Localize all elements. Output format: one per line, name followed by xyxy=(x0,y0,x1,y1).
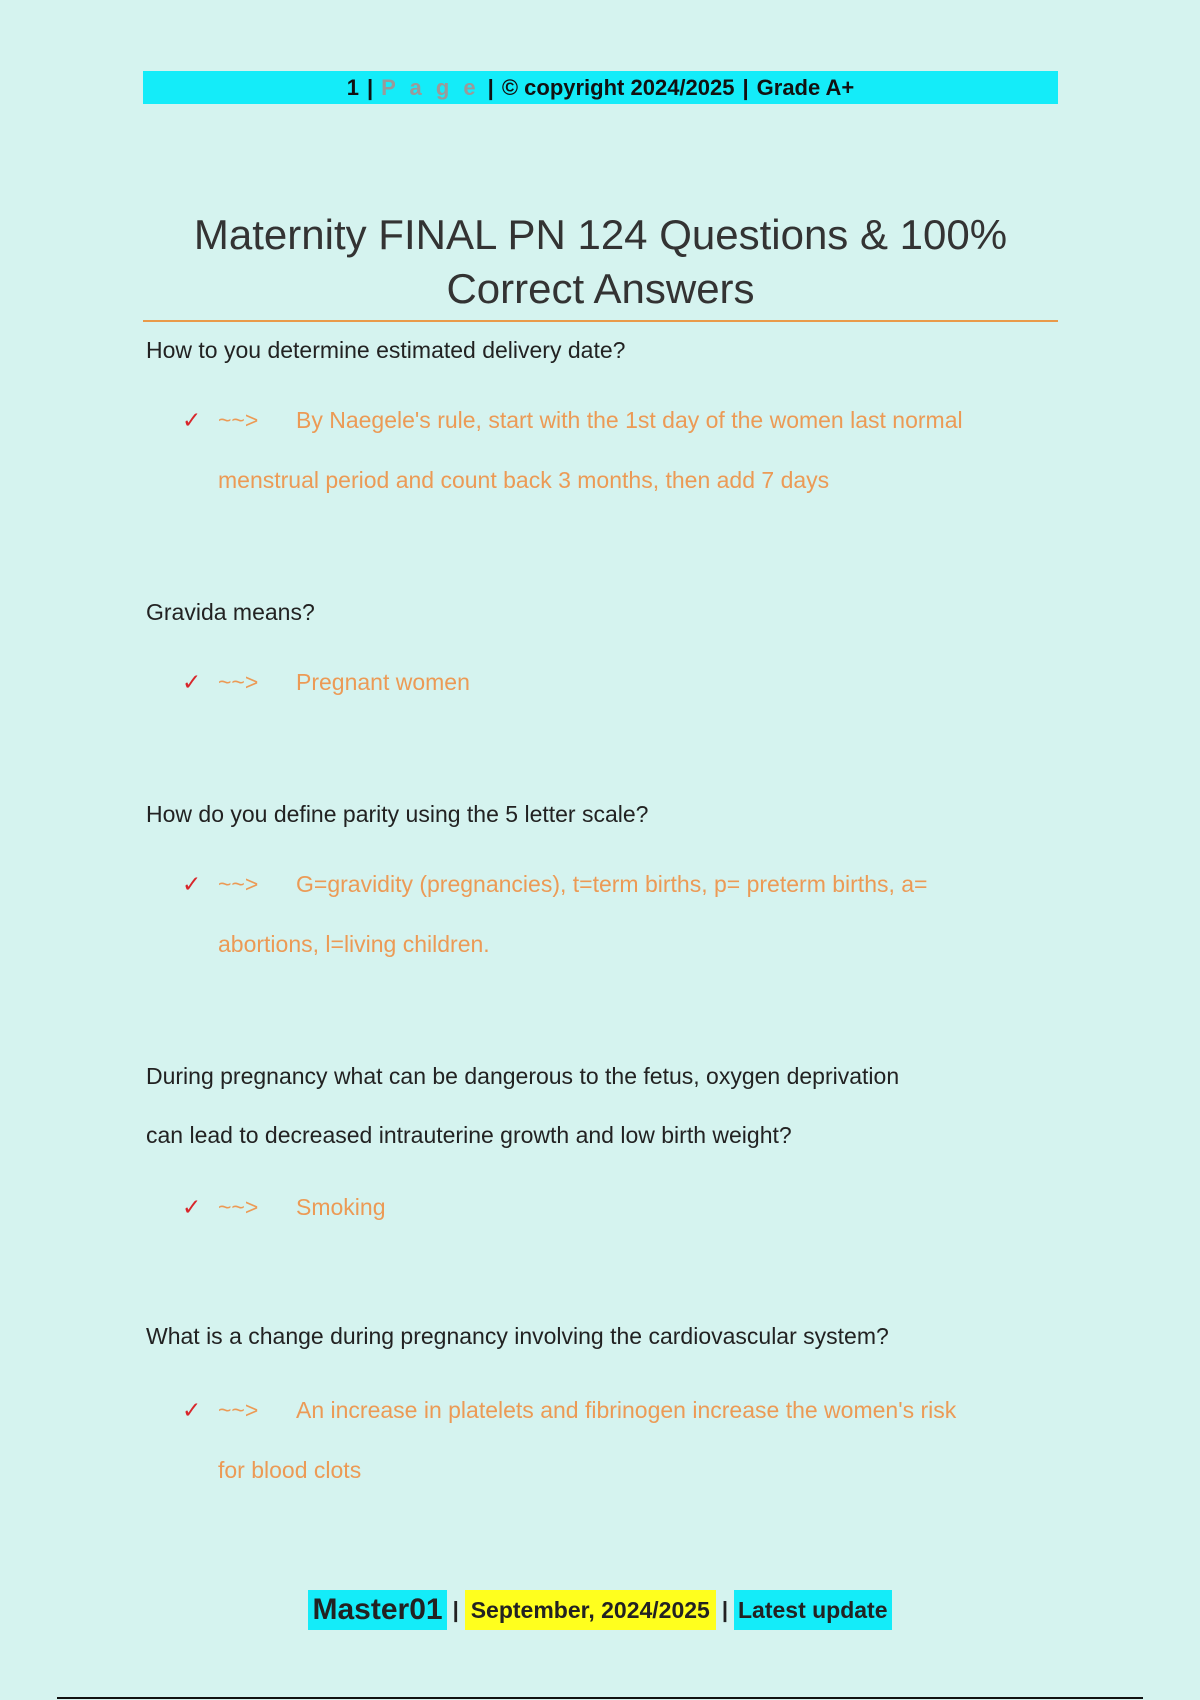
question-4 xyxy=(146,1047,1066,1165)
header-separator: | xyxy=(366,74,374,100)
arrow-marker: ~~> xyxy=(218,871,259,897)
check-icon: ✓ xyxy=(182,1397,202,1423)
footer-separator: | xyxy=(452,1597,459,1622)
check-icon: ✓ xyxy=(182,1194,202,1220)
question-4-line-1: During pregnancy what can be dangerous to the fetus, oxygen deprivation xyxy=(146,1063,900,1089)
answer-4-text-line-1: Smoking xyxy=(296,1194,386,1220)
title-line-1: Maternity FINAL PN 124 Questions & 100% xyxy=(193,211,1008,258)
check-icon: ✓ xyxy=(182,407,202,433)
arrow-marker: ~~> xyxy=(218,1397,259,1423)
answer-1 xyxy=(182,390,1062,510)
page-header xyxy=(143,71,1058,104)
footer-update: Latest update xyxy=(734,1590,892,1630)
grade-text: Grade A+ xyxy=(756,74,855,100)
page-number: 1 xyxy=(346,74,359,100)
check-icon: ✓ xyxy=(182,871,202,897)
question-4-line-2: can lead to decreased intrauterine growth and low birth weight? xyxy=(146,1122,792,1148)
answer-4 xyxy=(182,1177,1062,1237)
copyright-text: © copyright 2024/2025 xyxy=(501,74,735,100)
title-line-2: Correct Answers xyxy=(446,265,755,312)
question-3: How do you define parity using the 5 letter scale? xyxy=(146,801,649,827)
question-5: What is a change during pregnancy involving the cardiovascular system? xyxy=(146,1323,889,1349)
page-footer xyxy=(0,1590,1200,1630)
answer-5-text-line-1: An increase in platelets and fibrinogen increase the women's risk xyxy=(296,1397,957,1423)
question-1: How to you determine estimated delivery date? xyxy=(146,337,626,363)
page-label: P a g e xyxy=(381,74,480,100)
header-separator: | xyxy=(487,74,494,100)
answer-5-text-line-2: for blood clots xyxy=(218,1457,362,1483)
bottom-divider xyxy=(57,1697,1143,1699)
answer-3-text-line-1: G=gravidity (pregnancies), t=term births, p= preterm births, a= xyxy=(296,871,928,897)
answer-1-text-line-1: By Naegele's rule, start with the 1st day of the women last normal xyxy=(296,407,963,433)
arrow-marker: ~~> xyxy=(218,669,259,695)
answer-2 xyxy=(182,652,1062,712)
footer-separator: | xyxy=(721,1597,728,1622)
question-2: Gravida means? xyxy=(146,599,315,625)
answer-1-text-line-2: menstrual period and count back 3 months, then add 7 days xyxy=(218,467,830,493)
footer-date: September, 2024/2025 xyxy=(465,1590,716,1630)
answer-3 xyxy=(182,854,1062,974)
check-icon: ✓ xyxy=(182,669,202,695)
footer-author: Master01 xyxy=(308,1590,446,1630)
document-title xyxy=(143,208,1058,316)
answer-2-text-line-1: Pregnant women xyxy=(296,669,470,695)
answer-3-text-line-2: abortions, l=living children. xyxy=(218,931,490,957)
header-separator: | xyxy=(742,74,749,100)
arrow-marker: ~~> xyxy=(218,1194,259,1220)
arrow-marker: ~~> xyxy=(218,407,259,433)
answer-5 xyxy=(182,1380,1062,1500)
